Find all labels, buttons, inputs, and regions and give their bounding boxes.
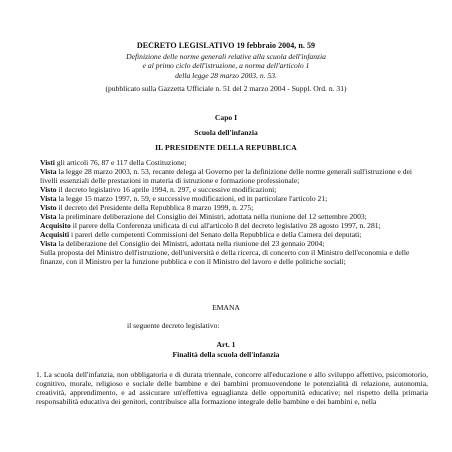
decree-title: DECRETO LEGISLATIVO 19 febbraio 2004, n. 59 xyxy=(136,41,316,50)
recital-text: il decreto legislativo 16 aprile 1994, n. 297, e successive modificazioni; xyxy=(56,185,277,194)
recital-lead: Vista xyxy=(40,212,57,221)
recital-item xyxy=(40,248,426,266)
recital-text: la deliberazione del Consiglio dei Ministri, adottata nella riunione del 23 gennaio 2004; xyxy=(56,239,325,248)
chapter-heading: Scuola dell'infanzia xyxy=(194,128,258,137)
recital-lead: Visti xyxy=(40,158,55,167)
recital-text: Sulla proposta del Ministro dell'istruzione, dell'università e della ricerca, di concerto con il Ministro dell'economia e delle finanze, con il Ministro per la funzione pubblica e con il Ministro del lavoro e delle politiche sociali; xyxy=(40,248,410,266)
article-title: Finalità della scuola dell'infanzia xyxy=(172,350,280,359)
decree-intro: il seguente decreto legislativo: xyxy=(127,321,220,330)
publication-note: (pubblicato sulla Gazzetta Ufficiale n. 51 del 2 marzo 2004 - Suppl. Ord. n. 31) xyxy=(105,84,347,93)
recital-lead: Visto xyxy=(40,203,57,212)
article-number: Art. 1 xyxy=(216,340,236,349)
article-paragraph xyxy=(36,370,428,406)
recital-text: il decreto del Presidente della Repubblica 8 marzo 1999, n. 275; xyxy=(56,203,254,212)
recital-item xyxy=(40,212,426,221)
subtitle-line: della legge 28 marzo 2003, n. 53. xyxy=(175,70,277,80)
recital-lead: Vista xyxy=(40,167,57,176)
paragraph-text: 1. La scuola dell'infanzia, non obbligatoria e di durata triennale, concorre all'educazione e allo sviluppo affettivo, psicomotorio, cognitivo, morale, religioso e sociale delle bambine e dei bambini promuovendone le potenzialità di relazione, autonomia, creatività, apprendimento, e ad assicurare un'effettiva eguaglianza delle opportunità educative; nel rispetto della primaria responsabilità educativa dei genitori, contribuisce alla formazione integrale delle bambine e dei bambini e, nella xyxy=(36,370,428,406)
recital-text: la legge 28 marzo 2003, n. 53, recante delega al Governo per la definizione delle norme generali sull'istruzione e dei livelli essenziali delle prestazioni in materia di istruzione e formazione professionale; xyxy=(40,167,412,185)
recitals-list xyxy=(40,158,426,266)
recital-text: la legge 15 marzo 1997, n. 59, e successive modificazioni, ed in particolare l'articolo 21; xyxy=(56,194,328,203)
authority-heading: IL PRESIDENTE DELLA REPUBBLICA xyxy=(155,143,297,152)
recital-item xyxy=(40,185,426,194)
recital-lead: Acquisiti xyxy=(40,230,70,239)
recital-text: il parere della Conferenza unificata di cui all'articolo 8 del decreto legislativo 28 agosto 1997, n. 281; xyxy=(70,221,381,230)
chapter-label: Capo I xyxy=(214,113,238,122)
recital-lead: Visto xyxy=(40,185,57,194)
recital-text: la preliminare deliberazione del Consiglio dei Ministri, adottata nella riunione del 12 settembre 2003; xyxy=(56,212,367,221)
recital-item xyxy=(40,167,426,185)
recital-text: gli articoli 76, 87 e 117 della Costituzione; xyxy=(54,158,187,167)
recital-lead: Vista xyxy=(40,194,57,203)
subtitle-line: Definizione delle norme generali relative alla scuola dell'infanzia xyxy=(126,52,326,61)
recital-item xyxy=(40,194,426,203)
emana-heading: EMANA xyxy=(212,303,240,312)
recital-item xyxy=(40,239,426,248)
recital-item xyxy=(40,221,426,230)
recital-lead: Acquisito xyxy=(40,221,71,230)
subtitle-line: e al primo ciclo dell'istruzione, a norma dell'articolo 1 xyxy=(142,61,310,71)
recital-lead: Vista xyxy=(40,239,57,248)
recital-item xyxy=(40,158,426,167)
recital-item xyxy=(40,203,426,212)
recital-text: i pareri delle competenti Commissioni del Senato della Repubblica e della Camera dei deputati; xyxy=(69,230,362,239)
recital-item xyxy=(40,230,426,239)
decree-subtitle xyxy=(0,52,452,80)
